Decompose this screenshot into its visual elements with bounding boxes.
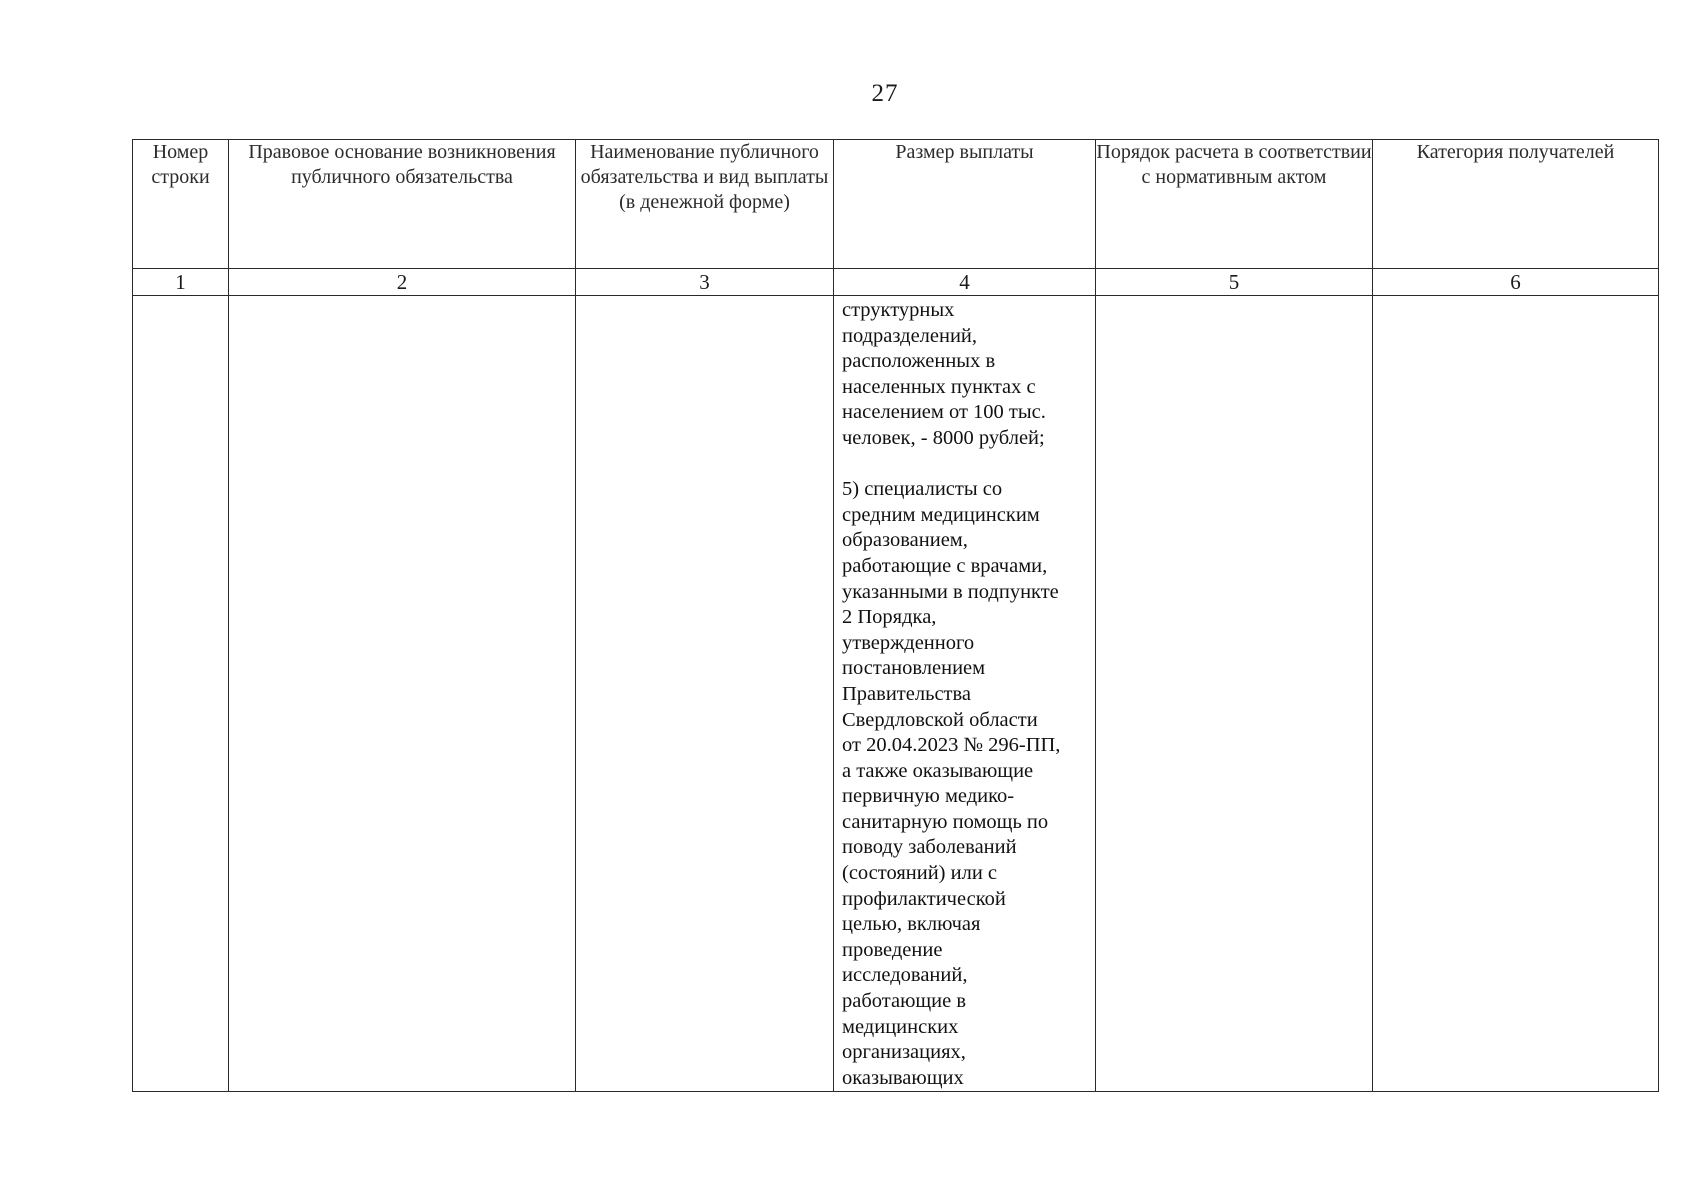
header-calculation-order: Порядок расчета в соответствии с нормативным актом [1096,140,1373,269]
column-number: 1 [133,269,229,296]
cell-line-number [133,296,229,1092]
header-recipient-category: Категория получателей [1373,140,1659,269]
header-obligation-name: Наименование публичного обязательства и вид выплаты (в денежной форме) [576,140,834,269]
column-number-row [133,269,1659,296]
table-row [133,296,1659,1092]
cell-recipient-category [1373,296,1659,1092]
column-number: 5 [1096,269,1373,296]
header-payment-size: Размер выплаты [834,140,1096,269]
cell-legal-basis [229,296,576,1092]
column-number: 2 [229,269,576,296]
column-number: 4 [834,269,1096,296]
page-number: 27 [871,80,899,107]
payments-table-container [132,139,1658,1092]
cell-obligation-name [576,296,834,1092]
column-number: 3 [576,269,834,296]
table-header-row [133,140,1659,269]
cell-calculation-order [1096,296,1373,1092]
cell-payment-size: структурных подразделений, расположенных в населенных пунктах с населением от 100 тыс. человек, - 8000 рублей; 5) специалисты со средним медицинским образованием, работающие с врачами, указанными в подпункте 2 Порядка, утвержденного постановлением Правительства Свердловской области от 20.04.2023 № 296-ПП, а также оказывающие первичную медико- санитарную помощь по поводу заболеваний (состояний) или с профилактической целью, включая проведение исследований, работающие в медицинских организациях, оказывающих [834,296,1096,1092]
header-legal-basis: Правовое основание возникновения публичного обязательства [229,140,576,269]
header-line-number: Номер строки [133,140,229,269]
column-number: 6 [1373,269,1659,296]
payments-table [132,139,1659,1092]
